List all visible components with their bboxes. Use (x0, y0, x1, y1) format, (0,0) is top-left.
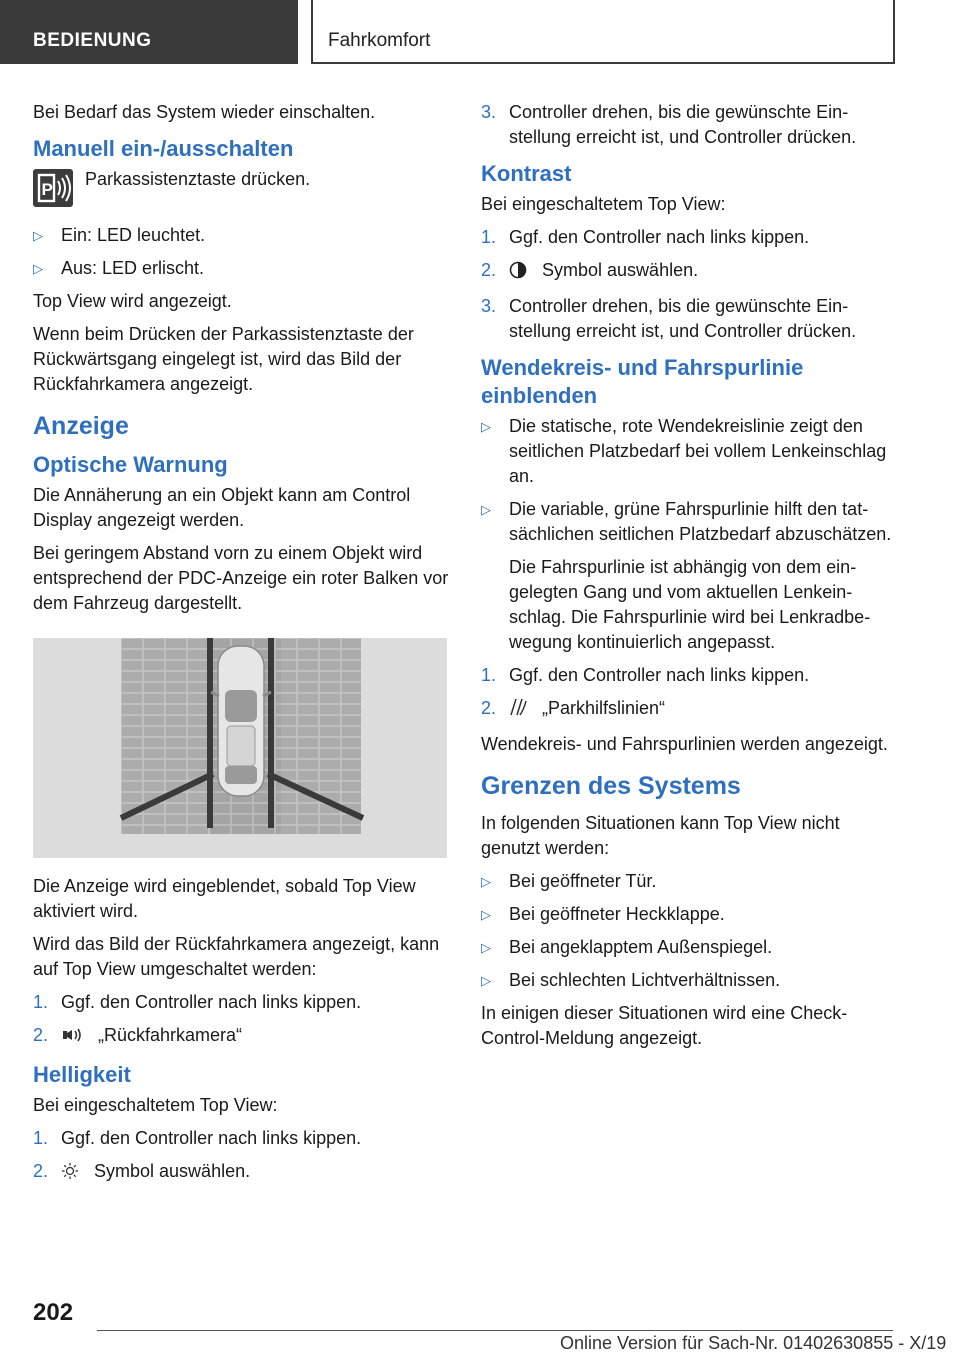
reverse-gear-text: Wenn beim Drücken der Parkassistenztaste der Rückwärtsgang eingelegt ist, wird das Bild der Rückfahrkamera angezeigt. (33, 324, 414, 394)
contrast-text: Bei eingeschaltetem Top View: (481, 194, 726, 214)
brightness-text: Bei eingeschaltetem Top View: (33, 1095, 278, 1115)
brightness-sun-icon (61, 1162, 79, 1187)
list-item: 1. Ggf. den Controller nach links kippen. (481, 665, 810, 685)
guide-lines-detail-text: Die Fahrspurlinie ist abhängig von dem eingelegten Gang und vom aktuellen Lenkeinschlag. Die Fahrspurlinie wird bei Lenkradbewegung kontinuierlich angepasst. (509, 557, 871, 652)
chapter-label: Fahrkomfort (311, 0, 895, 64)
triangle-bullet-icon: ▷ (481, 907, 491, 922)
triangle-bullet-icon: ▷ (481, 419, 491, 434)
display-shown-text: Die Anzeige wird eingeblendet, sobald Top View aktiviert wird. (33, 876, 416, 921)
list-item: ▷ Bei geöffneter Tür. (481, 869, 897, 894)
park-assist-key-icon (33, 169, 73, 207)
triangle-bullet-icon: ▷ (481, 502, 491, 517)
limits-text: In folgenden Situationen kann Top View nicht genutzt werden: (481, 813, 840, 858)
list-item: 1. Ggf. den Controller nach links kippen. (33, 1128, 362, 1148)
top-view-illustration (33, 638, 447, 858)
heading-manual-switch: Manuell ein-/ausschalten (33, 136, 294, 161)
optical-text-2: Bei geringem Abstand vorn zu einem Objekt wird entsprechend der PDC-Anzeige ein roter Balken vor dem Fahrzeug dargestellt. (33, 543, 449, 613)
contrast-icon (509, 261, 527, 286)
list-item: ▷ Aus: LED erlischt. (33, 256, 449, 281)
list-item: 2. „Parkhilfslinien“ (481, 696, 897, 724)
triangle-bullet-icon: ▷ (481, 973, 491, 988)
switch-view-text: Wird das Bild der Rückfahrkamera angezeigt, kann auf Top View umgeschaltet werden: (33, 934, 440, 979)
triangle-bullet-icon: ▷ (33, 261, 43, 276)
heading-brightness: Helligkeit (33, 1062, 131, 1087)
list-item: ▷ Bei geöffneter Heckklappe. (481, 902, 897, 927)
left-column (33, 100, 449, 1195)
list-item: ▷ Ein: LED leuchtet. (33, 223, 449, 248)
triangle-bullet-icon: ▷ (481, 940, 491, 955)
list-item: ▷ Bei angeklapptem Außenspiegel. (481, 935, 897, 960)
triangle-bullet-icon: ▷ (481, 874, 491, 889)
footer-divider (97, 1330, 893, 1331)
list-item: ▷ Die variable, grüne Fahrspurlinie hilft den tatsächlichen seitlichen Platzbedarf abzuschätzen. (481, 499, 892, 544)
right-column (481, 100, 897, 1059)
list-item: 2. Symbol auswählen. (33, 1159, 449, 1187)
list-item: ▷ Bei schlechten Lichtverhältnissen. (481, 968, 897, 993)
topview-text: Top View wird angezeigt. (33, 291, 232, 311)
list-item: 2. „Rückfahrkamera“ (33, 1023, 449, 1051)
intro-text: Bei Bedarf das System wieder einschalten. (33, 102, 376, 122)
svg-text:P: P (41, 180, 53, 199)
list-item: 1. Ggf. den Controller nach links kippen. (33, 992, 362, 1012)
park-assist-key-text: Parkassistenztaste drücken. (85, 169, 311, 189)
heading-system-limits: Grenzen des Systems (481, 772, 741, 800)
footer-online-version: Online Version für Sach-Nr. 01402630855 - X/19 (560, 1333, 947, 1353)
parking-guide-lines-icon (509, 697, 527, 724)
heading-anzeige: Anzeige (33, 412, 129, 440)
list-item: 3. Controller drehen, bis die gewünschte Einstellung erreicht ist, und Controller drücken. (481, 102, 857, 147)
page-header (0, 0, 960, 66)
heading-contrast: Kontrast (481, 161, 572, 186)
rear-camera-icon (61, 1026, 83, 1051)
check-control-text: In einigen dieser Situationen wird eine Check-Control-Meldung angezeigt. (481, 1003, 848, 1048)
triangle-bullet-icon: ▷ (33, 228, 43, 243)
section-label: BEDIENUNG (0, 0, 298, 64)
park-assist-key-row (33, 167, 449, 209)
list-item: 3. Controller drehen, bis die gewünschte Einstellung erreicht ist, und Controller drücken. (481, 296, 857, 341)
page-number: 202 (33, 1299, 74, 1326)
guide-lines-result-text: Wendekreis- und Fahrspurlinien werden angezeigt. (481, 734, 888, 754)
heading-guide-lines: Wendekreis- und Fahrspurlinie einblenden (481, 355, 804, 408)
list-item: ▷ Die statische, rote Wendekreislinie zeigt den seitlichen Platzbedarf bei vollem Lenkeinschlag an. (481, 416, 887, 486)
list-item: 2. Symbol auswählen. (481, 258, 897, 286)
optical-text-1: Die Annäherung an ein Objekt kann am Control Display angezeigt werden. (33, 485, 411, 530)
heading-optical-warning: Optische Warnung (33, 452, 228, 477)
list-item: 1. Ggf. den Controller nach links kippen. (481, 227, 810, 247)
